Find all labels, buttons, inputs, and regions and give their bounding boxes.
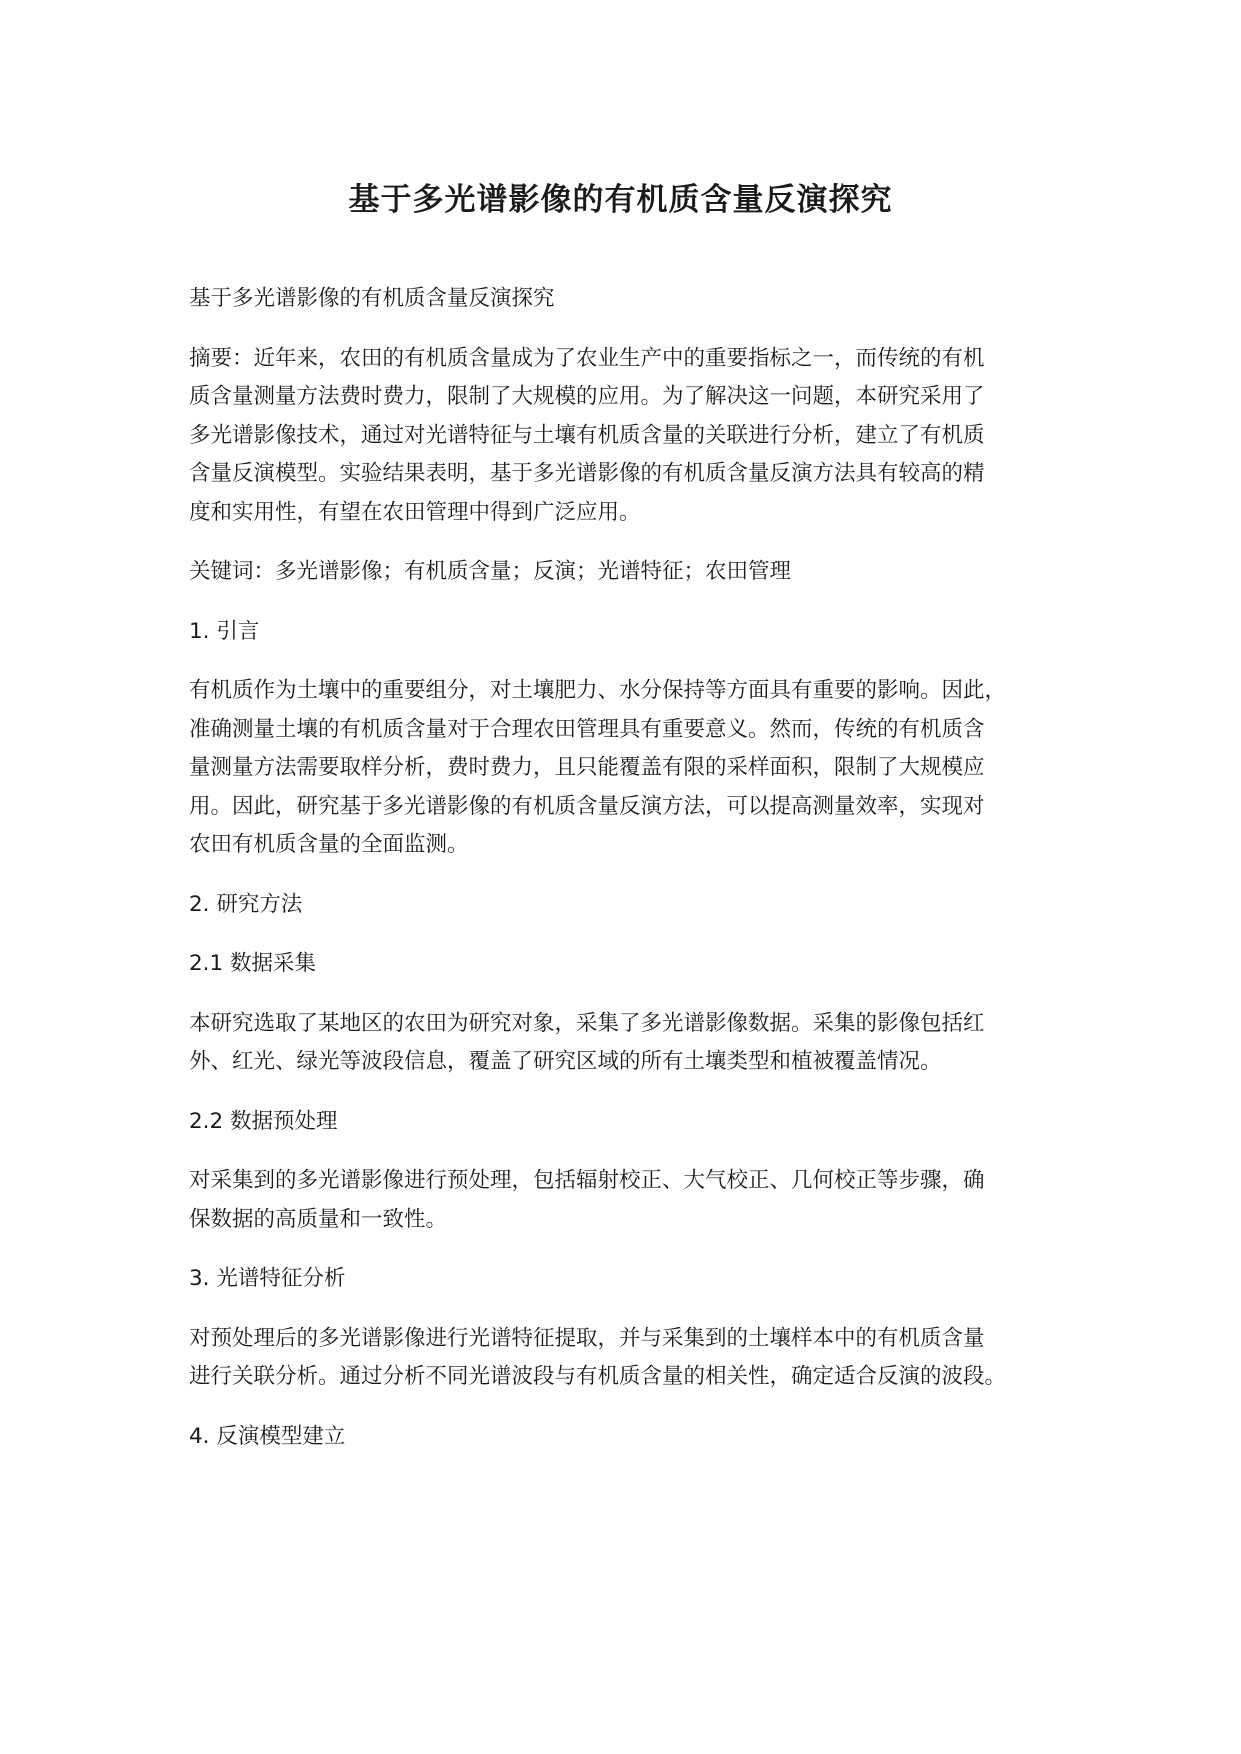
intro-line: 农田有机质含量的全面监测。 — [189, 832, 469, 857]
intro-line: 用。因此，研究基于多光谱影像的有机质含量反演方法，可以提高测量效率，实现对 — [189, 793, 985, 819]
abstract-line: 摘要：近年来，农田的有机质含量成为了农业生产中的重要指标之一，而传统的有机 — [189, 345, 985, 371]
data-collection-paragraph — [189, 1005, 1089, 1082]
data-collection-line: 本研究选取了某地区的农田为研究对象，采集了多光谱影像数据。采集的影像包括红 — [189, 1010, 985, 1036]
keywords-paragraph: 关键词：多光谱影像；有机质含量；反演；光谱特征；农田管理 — [189, 559, 792, 584]
intro-line: 量测量方法需要取样分析，费时费力，且只能覆盖有限的采样面积，限制了大规模应 — [189, 755, 985, 780]
subsection-heading-preprocessing: 2.2 数据预处理 — [189, 1108, 338, 1134]
preprocessing-line: 保数据的高质量和一致性。 — [189, 1206, 448, 1232]
data-collection-line: 外、红光、绿光等波段信息，覆盖了研究区域的所有土壤类型和植被覆盖情况。 — [189, 1049, 942, 1074]
abstract-line: 度和实用性，有望在农田管理中得到广泛应用。 — [189, 499, 641, 525]
intro-line: 准确测量土壤的有机质含量对于合理农田管理具有重要意义。然而，传统的有机质含 — [189, 716, 985, 742]
intro-paragraph — [189, 672, 1089, 865]
document-subtitle: 基于多光谱影像的有机质含量反演探究 — [189, 286, 555, 311]
intro-line: 有机质作为土壤中的重要组分，对土壤肥力、水分保持等方面具有重要的影响。因此， — [189, 678, 1007, 703]
section-heading-methods: 2. 研究方法 — [189, 891, 303, 917]
section-heading-spectral: 3. 光谱特征分析 — [189, 1266, 346, 1291]
abstract-paragraph — [189, 340, 1089, 533]
spectral-line: 进行关联分析。通过分析不同光谱波段与有机质含量的相关性，确定适合反演的波段。 — [189, 1364, 1007, 1389]
spectral-paragraph — [189, 1320, 1089, 1397]
section-heading-model: 4. 反演模型建立 — [189, 1423, 346, 1449]
abstract-line: 多光谱影像技术，通过对光谱特征与土壤有机质含量的关联进行分析，建立了有机质 — [189, 422, 985, 448]
abstract-line: 含量反演模型。实验结果表明，基于多光谱影像的有机质含量反演方法具有较高的精 — [189, 461, 985, 486]
spectral-line: 对预处理后的多光谱影像进行光谱特征提取，并与采集到的土壤样本中的有机质含量 — [189, 1325, 985, 1351]
section-heading-intro: 1. 引言 — [189, 618, 260, 644]
document-title: 基于多光谱影像的有机质含量反演探究 — [348, 182, 893, 218]
abstract-line: 质含量测量方法费时费力，限制了大规模的应用。为了解决这一问题，本研究采用了 — [189, 384, 985, 409]
document-body — [189, 280, 1089, 1477]
preprocessing-paragraph — [189, 1162, 1089, 1239]
preprocessing-line: 对采集到的多光谱影像进行预处理，包括辐射校正、大气校正、几何校正等步骤，确 — [189, 1168, 985, 1193]
subsection-heading-data-collection: 2.1 数据采集 — [189, 951, 317, 976]
